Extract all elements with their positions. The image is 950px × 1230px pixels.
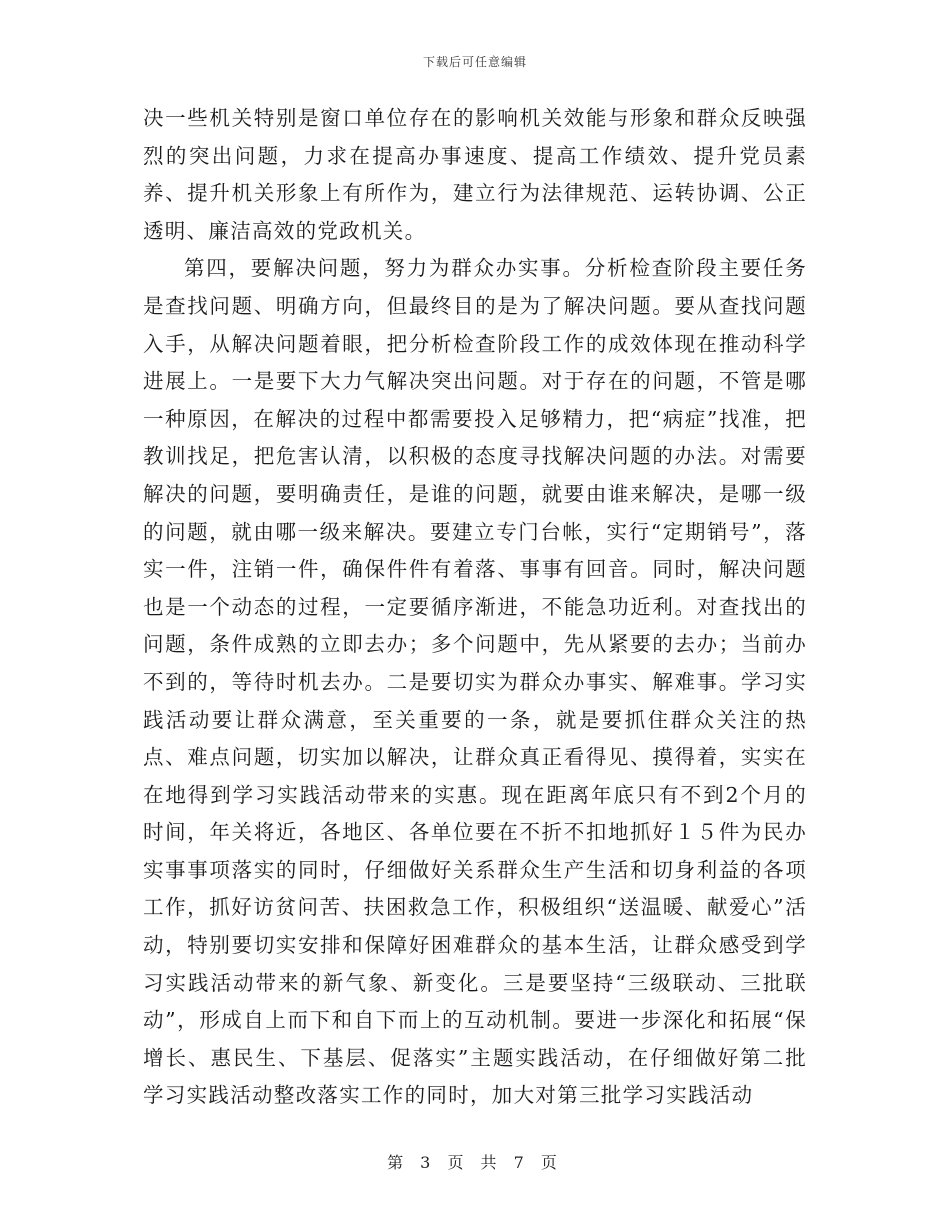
document-body <box>143 100 807 1115</box>
paragraph-fourth-point: 第四，要解决问题，努力为群众办实事。分析检查阶段主要任务是查找问题、明确方向，但最终目的是为了解决问题。要从查找问题入手，从解决问题着眼，把分析检查阶段工作的成效体现在推动科学进展上。一是要下大力气解决突出问题。对于存在的问题，不管是哪一种原因，在解决的过程中都需要投入足够精力，把“病症”找准，把教训找足，把危害认清，以积极的态度寻找解决问题的办法。对需要解决的问题，要明确责任，是谁的问题，就要由谁来解决，是哪一级的问题，就由哪一级来解决。要建立专门台帐，实行“定期销号”，落实一件，注销一件，确保件件有着落、事事有回音。同时，解决问题也是一个动态的过程，一定要循序渐进，不能急功近利。对查找出的问题，条件成熟的立即去办；多个问题中，先从紧要的去办；当前办不到的，等待时机去办。二是要切实为群众办事实、解难事。学习实践活动要让群众满意，至关重要的一条，就是要抓住群众关注的热点、难点问题，切实加以解决，让群众真正看得见、摸得着，实实在在地得到学习实践活动带来的实惠。现在距离年底只有不到2个月的时间，年关将近，各地区、各单位要在不折不扣地抓好１５件为民办实事事项落实的同时，仔细做好关系群众生产生活和切身利益的各项工作，抓好访贫问苦、扶困救急工作，积极组织“送温暖、献爱心”活动，特别要切实安排和保障好困难群众的基本生活，让群众感受到学习实践活动带来的新气象、新变化。三是要坚持“三级联动、三批联动”，形成自上而下和自下而上的互动机制。要进一步深化和拓展“保增长、惠民生、下基层、促落实”主题实践活动，在仔细做好第二批学习实践活动整改落实工作的同时，加大对第三批学习实践活动 <box>143 256 807 1108</box>
page-number-footer: 第 3 页 共 7 页 <box>387 1153 563 1172</box>
header-note: 下载后可任意编辑 <box>422 55 527 69</box>
paragraph-continuation: 决一些机关特别是窗口单位存在的影响机关效能与形象和群众反映强烈的突出问题，力求在提高办事速度、提高工作绩效、提升党员素养、提升机关形象上有所作为，建立行为法律规范、运转协调、公正透明、廉洁高效的党政机关。 <box>143 106 807 243</box>
